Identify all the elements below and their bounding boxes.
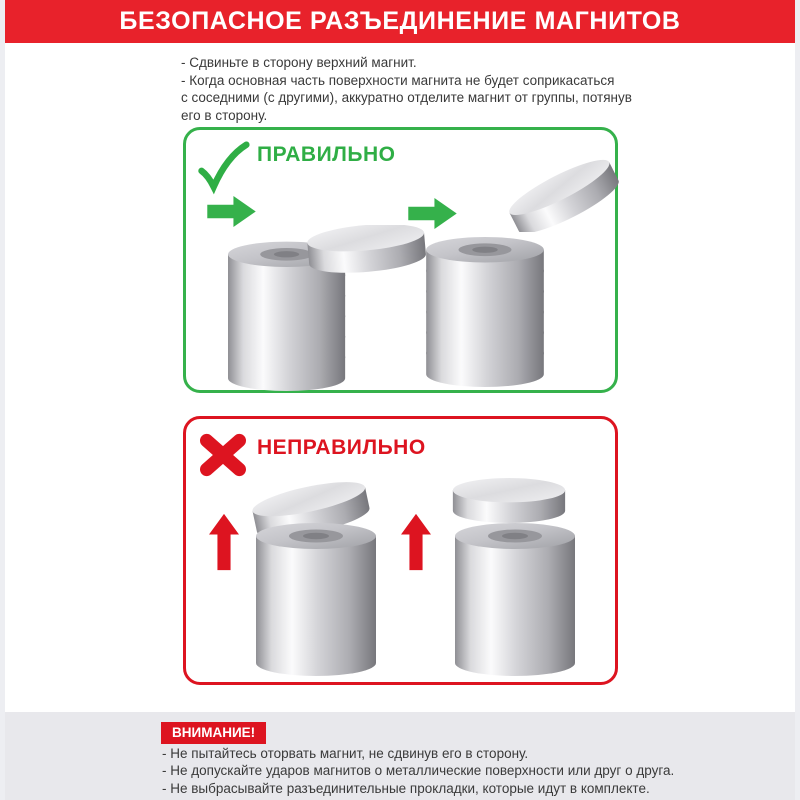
intro-line: с соседними (с другими), аккуратно отделите магнит от группы, потянув: [181, 90, 632, 105]
attention-line: - Не пытайтесь оторвать магнит, не сдвинув его в сторону.: [162, 746, 529, 761]
arrow-right-icon: [408, 198, 457, 229]
attention-line: - Не выбрасывайте разъединительные прокладки, которые идут в комплекте.: [162, 780, 650, 796]
magnet-stack-slid: [228, 225, 433, 391]
checkmark-icon: [195, 140, 251, 198]
incorrect-title: НЕПРАВИЛЬНО: [257, 436, 426, 459]
cross-icon: [198, 432, 248, 478]
incorrect-panel: [183, 416, 618, 685]
magnet-stack: [256, 523, 376, 676]
intro-line: его в сторону.: [181, 107, 268, 123]
attention-section: [5, 712, 795, 800]
header-banner: [5, 0, 795, 43]
magnet-stack: [455, 523, 575, 676]
right-margin-strip: [795, 0, 800, 800]
correct-panel: [183, 127, 618, 393]
arrow-up-icon: [401, 513, 431, 571]
intro-line: - Когда основная часть поверхности магнита не будет соприкасаться: [181, 72, 615, 88]
attention-lines: [162, 745, 674, 797]
page-title: БЕЗОПАСНОЕ РАЗЪЕДИНЕНИЕ МАГНИТОВ: [119, 7, 681, 35]
attention-label: ВНИМАНИЕ!: [161, 722, 266, 744]
arrow-right-icon: [207, 196, 256, 227]
correct-title: ПРАВИЛЬНО: [257, 143, 396, 166]
left-margin-strip: [0, 0, 5, 800]
magnet-stack: [426, 237, 544, 387]
intro-instructions: [181, 54, 632, 124]
attention-line: - Не допускайте ударов магнитов о металлические поверхности или друг о друга.: [162, 763, 675, 779]
magnet-flying-disc: [494, 150, 634, 232]
magnet-floating-disc: [451, 477, 567, 524]
intro-line: - Сдвиньте в сторону верхний магнит.: [181, 55, 417, 70]
arrow-up-icon: [209, 513, 239, 571]
